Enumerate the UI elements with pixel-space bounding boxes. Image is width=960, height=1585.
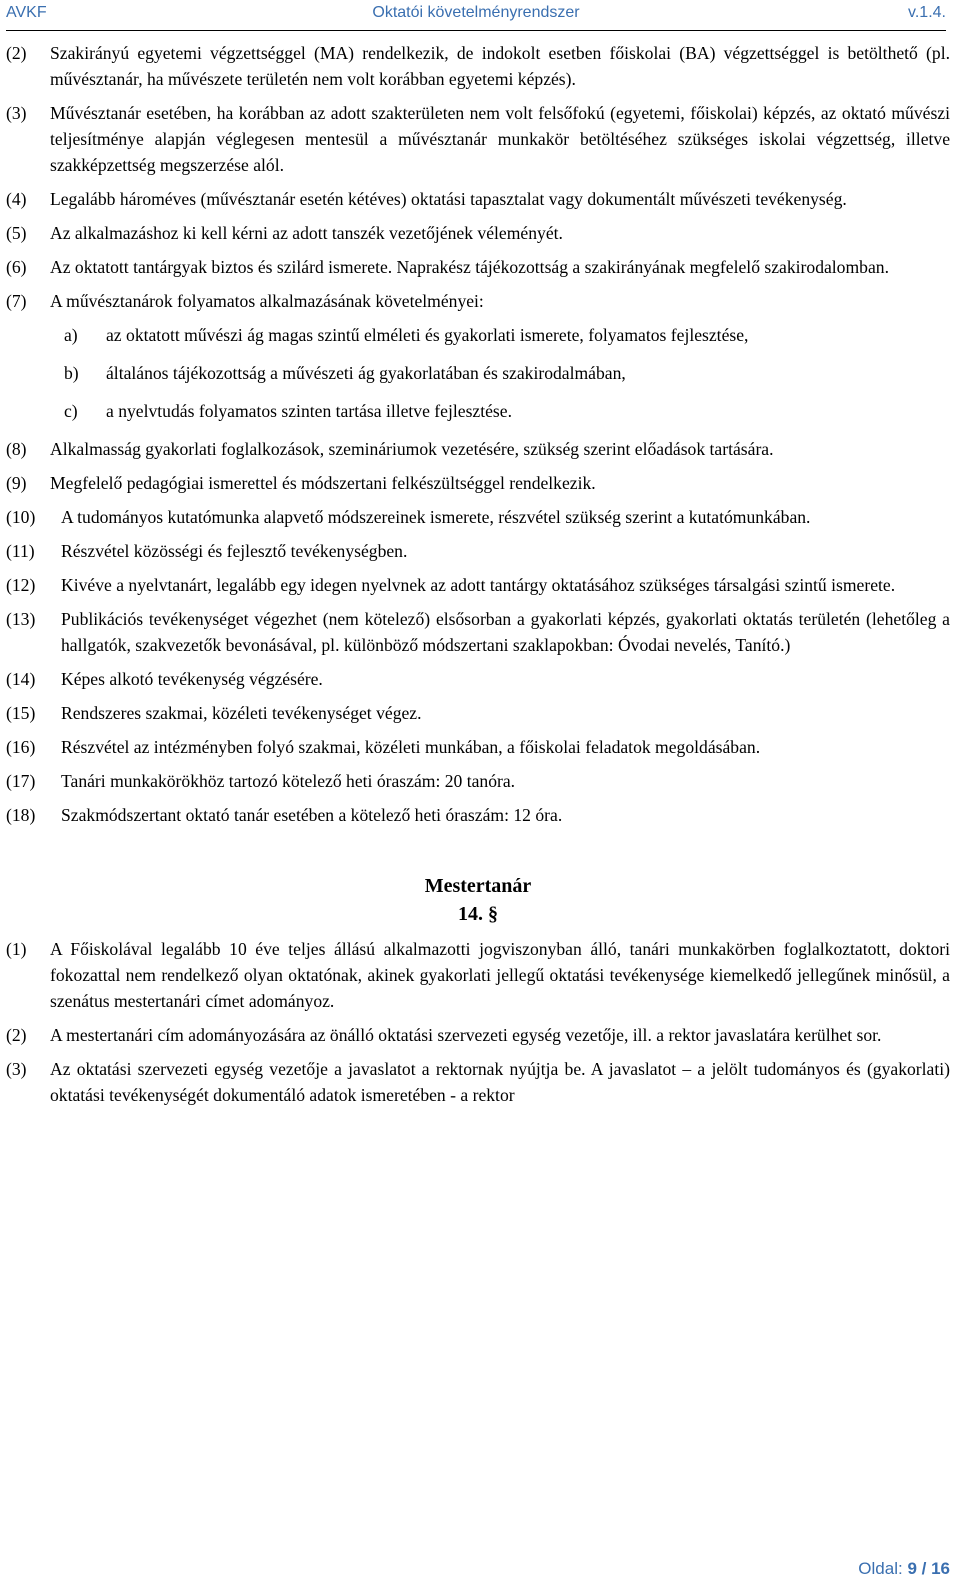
list-item-text: az oktatott művészi ág magas szintű elméleti és gyakorlati ismerete, folyamatos fejlesztése, bbox=[106, 325, 749, 345]
paragraph bbox=[6, 768, 950, 794]
paragraph bbox=[6, 220, 950, 246]
paragraph-number: (13) bbox=[6, 609, 36, 629]
header-left: AVKF bbox=[6, 4, 47, 21]
list-item-letter: a) bbox=[64, 325, 78, 345]
paragraph-text: Szakirányú egyetemi végzettséggel (MA) rendelkezik, de indokolt esetben főiskolai (BA) végzettséggel is betölthető (pl. művésztanár, ha művészete területén nem volt korábban egyetemi képzés). bbox=[50, 43, 950, 89]
list-item bbox=[64, 322, 950, 348]
list-item bbox=[64, 398, 950, 424]
paragraph bbox=[6, 606, 950, 658]
section-title: Mestertanár bbox=[424, 875, 532, 897]
paragraph bbox=[6, 538, 950, 564]
list-item-letter: c) bbox=[64, 401, 78, 421]
paragraph bbox=[6, 1022, 950, 1048]
paragraph-number: (8) bbox=[6, 439, 27, 459]
paragraph-number: (6) bbox=[6, 257, 27, 277]
paragraph-number: (17) bbox=[6, 771, 36, 791]
list-item-text: a nyelvtudás folyamatos szinten tartása illetve fejlesztése. bbox=[106, 401, 512, 421]
paragraph-number: (14) bbox=[6, 669, 36, 689]
paragraph-text: Az alkalmazáshoz ki kell kérni az adott tanszék vezetőjének véleményét. bbox=[50, 223, 563, 243]
paragraph bbox=[6, 1056, 950, 1108]
paragraph-text: Legalább hároméves (művésztanár esetén kétéves) oktatási tapasztalat vagy dokumentált művészeti tevékenység. bbox=[50, 189, 847, 209]
paragraph-text: A mestertanári cím adományozására az önálló oktatási szervezeti egység vezetője, ill. a rektor javaslatára kerülhet sor. bbox=[50, 1025, 882, 1045]
header-title: Oktatói követelményrendszer bbox=[372, 4, 580, 21]
paragraph-number: (18) bbox=[6, 805, 36, 825]
paragraph-number: (3) bbox=[6, 1059, 27, 1079]
paragraph-number: (12) bbox=[6, 575, 36, 595]
paragraph-text: Képes alkotó tevékenység végzésére. bbox=[61, 669, 323, 689]
page-footer bbox=[858, 1559, 950, 1579]
list-item bbox=[64, 360, 950, 386]
paragraph bbox=[6, 936, 950, 1014]
section-number: 14. § bbox=[458, 903, 498, 925]
paragraph-text: Publikációs tevékenységet végezhet (nem kötelező) elsősorban a gyakorlati képzés, gyakorlati oktatás területén (lehetőleg a hallgatók, szakvezetők bevonásával, pl. különböző módszertani szaklapokban: Óvodai nevelés, Tanító.) bbox=[61, 609, 950, 655]
paragraph-text: Alkalmasság gyakorlati foglalkozások, szemináriumok vezetésére, szükség szerint előadások tartására. bbox=[50, 439, 774, 459]
paragraph-group-c bbox=[6, 936, 950, 1108]
paragraph bbox=[6, 436, 950, 462]
paragraph-text: Rendszeres szakmai, közéleti tevékenységet végez. bbox=[61, 703, 422, 723]
list-item-text: általános tájékozottság a művészeti ág gyakorlatában és szakirodalmában, bbox=[106, 363, 626, 383]
paragraph-text: A tudományos kutatómunka alapvető módszereinek ismerete, részvétel szükség szerint a kutatómunkában. bbox=[61, 507, 811, 527]
paragraph-text: Kivéve a nyelvtanárt, legalább egy idegen nyelvnek az adott tantárgy oktatásához szükséges társalgási szintű ismerete. bbox=[61, 575, 896, 595]
paragraph-number: (4) bbox=[6, 189, 27, 209]
paragraph-text: Részvétel az intézményben folyó szakmai, közéleti munkában, a főiskolai feladatok megoldásában. bbox=[61, 737, 761, 757]
paragraph bbox=[6, 470, 950, 496]
footer-label: Oldal: bbox=[858, 1559, 903, 1578]
paragraph-text: Részvétel közösségi és fejlesztő tevékenységben. bbox=[61, 541, 408, 561]
paragraph bbox=[6, 40, 950, 92]
page-header bbox=[6, 2, 946, 31]
paragraph bbox=[6, 700, 950, 726]
paragraph-text: A Főiskolával legalább 10 éve teljes állású alkalmazotti jogviszonyban álló, tanári munkakörben foglalkoztatott, doktori fokozattal nem rendelkező olyan oktatónak, akinek gyakorlati jellegű oktatási tevékenysége kiemelkedő jellegűnek minősül, a szenátus mestertanári címet adományoz. bbox=[50, 939, 950, 1011]
page-number: 9 / 16 bbox=[907, 1559, 950, 1578]
paragraph-number: (9) bbox=[6, 473, 27, 493]
paragraph bbox=[6, 288, 950, 314]
paragraph-text: Művésztanár esetében, ha korábban az adott szakterületen nem volt felsőfokú (egyetemi, főiskolai) képzés, az oktató művészi teljesítménye alapján véglegesen mentesül a művésztanár munkakör betöltéséhez szükséges iskolai végzettség, illetve szakképzettség megszerzése alól. bbox=[50, 103, 950, 175]
paragraph-number: (11) bbox=[6, 541, 35, 561]
paragraph-number: (1) bbox=[6, 939, 27, 959]
subitem-list bbox=[6, 322, 950, 424]
paragraph-text: A művésztanárok folyamatos alkalmazásának követelményei: bbox=[50, 291, 484, 311]
paragraph-text: Tanári munkakörökhöz tartozó kötelező heti óraszám: 20 tanóra. bbox=[61, 771, 516, 791]
list-item-letter: b) bbox=[64, 363, 79, 383]
paragraph-text: Az oktatott tantárgyak biztos és szilárd ismerete. Naprakész tájékozottság a szakirányának megfelelő szakirodalomban. bbox=[50, 257, 889, 277]
paragraph bbox=[6, 666, 950, 692]
paragraph-number: (15) bbox=[6, 703, 36, 723]
paragraph bbox=[6, 802, 950, 828]
paragraph-number: (2) bbox=[6, 43, 27, 63]
paragraph-number: (10) bbox=[6, 507, 36, 527]
document-body bbox=[6, 40, 950, 1116]
paragraph bbox=[6, 734, 950, 760]
paragraph bbox=[6, 504, 950, 530]
paragraph-number: (5) bbox=[6, 223, 27, 243]
paragraph-group-b bbox=[6, 436, 950, 828]
paragraph-number: (3) bbox=[6, 103, 27, 123]
header-version: v.1.4. bbox=[908, 4, 946, 21]
paragraph bbox=[6, 572, 950, 598]
paragraph-number: (7) bbox=[6, 291, 27, 311]
paragraph bbox=[6, 254, 950, 280]
paragraph-number: (2) bbox=[6, 1025, 27, 1045]
paragraph-number: (16) bbox=[6, 737, 36, 757]
paragraph bbox=[6, 100, 950, 178]
paragraph bbox=[6, 186, 950, 212]
paragraph-group-a bbox=[6, 40, 950, 314]
paragraph-text: Az oktatási szervezeti egység vezetője a javaslatot a rektornak nyújtja be. A javaslatot – a jelölt tudományos és (gyakorlati) oktatási tevékenységét dokumentáló adatok ismeretében - a rektor bbox=[50, 1059, 950, 1105]
paragraph-text: Szakmódszertant oktató tanár esetében a kötelező heti óraszám: 12 óra. bbox=[61, 805, 563, 825]
paragraph-text: Megfelelő pedagógiai ismerettel és módszertani felkészültséggel rendelkezik. bbox=[50, 473, 596, 493]
